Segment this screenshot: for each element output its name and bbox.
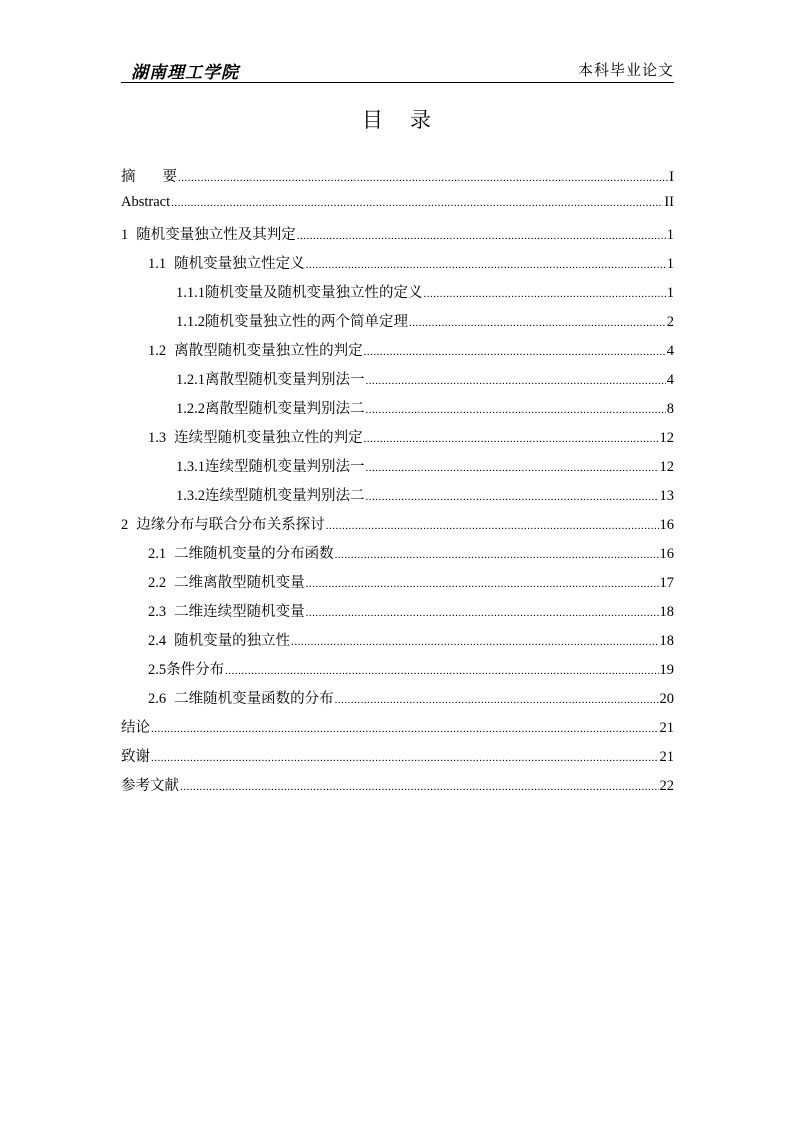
toc-page-number: 17 bbox=[659, 575, 674, 591]
toc-entry-text: 二维随机变量函数的分布 bbox=[174, 691, 334, 707]
toc-entry[interactable] bbox=[121, 252, 674, 281]
table-of-contents bbox=[121, 165, 674, 803]
toc-entry-label bbox=[148, 252, 305, 273]
toc-entry-text: 随机变量的独立性 bbox=[174, 633, 291, 649]
toc-entry-number: 2.1 bbox=[148, 546, 167, 562]
toc-dot-leader bbox=[306, 608, 659, 619]
toc-entry-number: 1.1 bbox=[148, 256, 167, 272]
toc-dot-leader bbox=[151, 724, 659, 735]
toc-page-number: I bbox=[669, 169, 674, 185]
toc-entry-label bbox=[148, 629, 290, 650]
toc-entry[interactable] bbox=[121, 542, 674, 571]
toc-entry[interactable] bbox=[121, 484, 674, 513]
toc-entry-label bbox=[148, 339, 363, 360]
toc-entry[interactable] bbox=[121, 455, 674, 484]
toc-page-number: 2 bbox=[666, 314, 674, 330]
toc-entry-label bbox=[121, 165, 177, 186]
toc-entry-text: 随机变量独立性及其判定 bbox=[136, 227, 296, 243]
toc-entry-label bbox=[121, 194, 170, 211]
toc-entry-text: 随机变量及随机变量独立性的定义 bbox=[205, 285, 423, 301]
toc-entry-text: 离散型随机变量判别法一 bbox=[205, 372, 365, 388]
toc-entry-number: 1 bbox=[121, 227, 129, 243]
toc-entry-number: 2 bbox=[121, 517, 129, 533]
toc-entry-number: 2.2 bbox=[148, 575, 167, 591]
toc-page-number: 13 bbox=[659, 488, 674, 504]
toc-entry[interactable] bbox=[121, 368, 674, 397]
school-name: 湖南理工学院 bbox=[131, 63, 239, 82]
toc-page-number: 16 bbox=[659, 517, 674, 533]
toc-entry-label bbox=[148, 687, 334, 708]
toc-page-number: 18 bbox=[659, 633, 674, 649]
toc-title bbox=[0, 104, 793, 134]
toc-entry-label bbox=[121, 223, 296, 244]
toc-page-number: 12 bbox=[659, 430, 674, 446]
toc-entry-text: Abstract bbox=[121, 194, 171, 210]
toc-entry-number: 1.1.2 bbox=[176, 314, 205, 330]
toc-entry-text: 二维连续型随机变量 bbox=[174, 604, 305, 620]
toc-entry-text: 边缘分布与联合分布关系探讨 bbox=[136, 517, 325, 533]
toc-entry[interactable] bbox=[121, 310, 674, 339]
document-type: 本科毕业论文 bbox=[577, 63, 674, 79]
toc-dot-leader bbox=[306, 579, 659, 590]
toc-entry[interactable] bbox=[121, 687, 674, 716]
toc-entry-label bbox=[148, 658, 224, 679]
toc-dot-leader bbox=[409, 318, 666, 329]
toc-page-number: 21 bbox=[659, 749, 674, 765]
toc-dot-leader bbox=[178, 173, 668, 184]
toc-entry-label bbox=[176, 455, 365, 476]
toc-entry-number: 2.3 bbox=[148, 604, 167, 620]
toc-dot-leader bbox=[335, 695, 659, 706]
toc-entry[interactable] bbox=[121, 223, 674, 252]
toc-entry-number: 1.3 bbox=[148, 430, 167, 446]
toc-dot-leader bbox=[151, 753, 659, 764]
toc-page-number: 8 bbox=[666, 401, 674, 417]
toc-entry-number: 2.4 bbox=[148, 633, 167, 649]
toc-page-number: 1 bbox=[666, 227, 674, 243]
toc-entry[interactable] bbox=[121, 397, 674, 426]
toc-dot-leader bbox=[225, 666, 658, 677]
toc-entry[interactable] bbox=[121, 629, 674, 658]
page-header bbox=[121, 56, 674, 83]
toc-entry-text: 结论 bbox=[121, 720, 150, 736]
toc-entry-label bbox=[121, 513, 325, 534]
toc-entry[interactable] bbox=[121, 600, 674, 629]
toc-entry-label bbox=[176, 397, 365, 418]
toc-entry-label bbox=[176, 484, 365, 505]
toc-dot-leader bbox=[291, 637, 658, 648]
toc-entry-text: 连续型随机变量判别法一 bbox=[205, 459, 365, 475]
toc-entry-label bbox=[176, 310, 408, 331]
toc-page-number: 1 bbox=[666, 256, 674, 272]
toc-entry-number: 1.2.1 bbox=[176, 372, 205, 388]
toc-dot-leader bbox=[171, 198, 663, 209]
toc-entry-text: 随机变量独立性定义 bbox=[174, 256, 305, 272]
toc-entry[interactable] bbox=[121, 745, 674, 774]
toc-dot-leader bbox=[306, 260, 666, 271]
toc-dot-leader bbox=[180, 782, 659, 793]
toc-entry[interactable] bbox=[121, 716, 674, 745]
toc-entry-text: 二维离散型随机变量 bbox=[174, 575, 305, 591]
toc-entry-number: 2.6 bbox=[148, 691, 167, 707]
toc-page-number: 19 bbox=[659, 662, 674, 678]
toc-entry-text: 摘 要 bbox=[121, 169, 177, 185]
toc-entry[interactable] bbox=[121, 774, 674, 803]
toc-entry-label bbox=[148, 571, 305, 592]
toc-page-number: II bbox=[664, 194, 674, 210]
toc-dot-leader bbox=[364, 347, 666, 358]
toc-entry[interactable] bbox=[121, 339, 674, 368]
toc-entry-text: 条件分布 bbox=[166, 662, 225, 678]
toc-entry-number: 1.2 bbox=[148, 343, 167, 359]
toc-title-char: 录 bbox=[410, 108, 431, 132]
toc-page-number: 18 bbox=[659, 604, 674, 620]
toc-entry-number: 1.2.2 bbox=[176, 401, 205, 417]
toc-entry-text: 连续型随机变量判别法二 bbox=[205, 488, 365, 504]
toc-entry-label bbox=[176, 368, 365, 389]
toc-entry-text: 二维随机变量的分布函数 bbox=[174, 546, 334, 562]
toc-entry-text: 离散型随机变量判别法二 bbox=[205, 401, 365, 417]
toc-entry-label bbox=[176, 281, 423, 302]
toc-entry-number: 2.5 bbox=[148, 662, 167, 678]
toc-entry[interactable] bbox=[121, 571, 674, 600]
toc-dot-leader bbox=[326, 521, 659, 532]
toc-entry-text: 随机变量独立性的两个简单定理 bbox=[205, 314, 408, 330]
toc-entry[interactable] bbox=[121, 165, 674, 194]
toc-page-number: 20 bbox=[659, 691, 674, 707]
toc-dot-leader bbox=[297, 231, 666, 242]
toc-entry-text: 致谢 bbox=[121, 749, 150, 765]
toc-dot-leader bbox=[366, 492, 659, 503]
toc-entry[interactable] bbox=[121, 194, 674, 223]
toc-entry[interactable] bbox=[121, 426, 674, 455]
toc-dot-leader bbox=[424, 289, 666, 300]
toc-entry-label bbox=[121, 745, 150, 766]
toc-entry-number: 1.3.1 bbox=[176, 459, 205, 475]
toc-entry-label bbox=[148, 600, 305, 621]
toc-page-number: 1 bbox=[666, 285, 674, 301]
toc-entry-label bbox=[121, 716, 150, 737]
toc-entry-text: 离散型随机变量独立性的判定 bbox=[174, 343, 363, 359]
toc-page-number: 16 bbox=[659, 546, 674, 562]
toc-entry-label bbox=[121, 774, 179, 795]
toc-page-number: 4 bbox=[666, 343, 674, 359]
toc-entry-label bbox=[148, 542, 334, 563]
toc-page-number: 4 bbox=[666, 372, 674, 388]
toc-entry-label bbox=[148, 426, 363, 447]
toc-entry-text: 参考文献 bbox=[121, 778, 179, 794]
toc-dot-leader bbox=[366, 463, 659, 474]
toc-page-number: 22 bbox=[659, 778, 674, 794]
toc-dot-leader bbox=[366, 376, 666, 387]
toc-entry-text: 连续型随机变量独立性的判定 bbox=[174, 430, 363, 446]
toc-entry[interactable] bbox=[121, 513, 674, 542]
toc-entry[interactable] bbox=[121, 281, 674, 310]
toc-dot-leader bbox=[364, 434, 659, 445]
toc-entry[interactable] bbox=[121, 658, 674, 687]
toc-entry-number: 1.3.2 bbox=[176, 488, 205, 504]
toc-title-char: 目 bbox=[362, 108, 383, 132]
toc-page-number: 12 bbox=[659, 459, 674, 475]
toc-dot-leader bbox=[335, 550, 659, 561]
toc-dot-leader bbox=[366, 405, 666, 416]
toc-entry-number: 1.1.1 bbox=[176, 285, 205, 301]
toc-page-number: 21 bbox=[659, 720, 674, 736]
